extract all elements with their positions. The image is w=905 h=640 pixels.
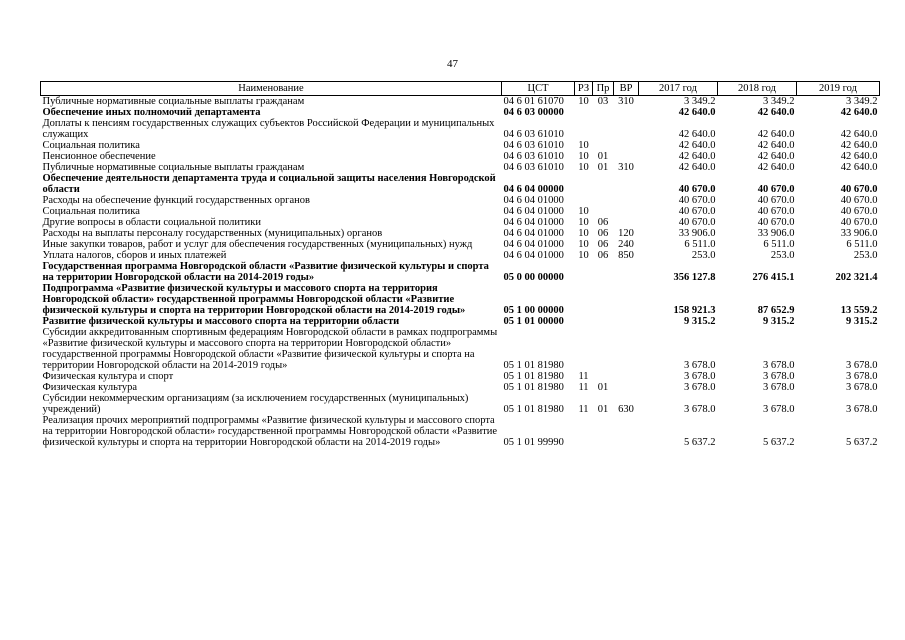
table-row — [41, 151, 880, 162]
cell-vr — [614, 173, 639, 195]
table-row — [41, 173, 880, 195]
cell-name: Социальная политика — [42, 206, 140, 217]
cell-rz: 10 — [578, 140, 589, 151]
cell-cst: 05 1 01 81980 — [503, 404, 564, 415]
cell-vr — [614, 195, 639, 206]
cell-2017: 9 315.2 — [684, 316, 716, 327]
table-row — [41, 327, 880, 371]
cell-2017: 3 678.0 — [684, 404, 716, 415]
cell-2019: 9 315.2 — [846, 316, 878, 327]
cell-2018: 40 670.0 — [757, 217, 795, 228]
cell-vr — [614, 327, 639, 371]
cell-rz — [575, 327, 593, 371]
cell-2017: 158 921.3 — [673, 305, 716, 316]
cell-name: Реализация прочих мероприятий подпрограммы «Развитие физической культуры и массового спорта на территории Новгородской области» государственной программы Новгородской области «Развитие физической культуры и спорта на территории Новгородской области на 2014-2019 годы» — [42, 415, 498, 448]
cell-rz — [575, 107, 593, 118]
cell-2018: 3 678.0 — [763, 360, 795, 371]
cell-cst: 04 6 03 61010 — [503, 140, 564, 151]
cell-2019: 42 640.0 — [840, 140, 878, 151]
table-row — [41, 228, 880, 239]
cell-pr — [593, 173, 614, 195]
cell-2019: 13 559.2 — [840, 305, 878, 316]
cell-2018: 33 906.0 — [757, 228, 795, 239]
cell-2018: 40 670.0 — [757, 206, 795, 217]
cell-pr: 01 — [597, 162, 609, 173]
cell-name: Субсидии аккредитованным спортивным федерациям Новгородской области в рамках подпрограммы «Развитие физической культуры и массового спорта на территории Новгородской области» государственной программы Новгородской области «Развитие физической культуры и спорта на территории Новгородской области на 2014-2019 годы» — [42, 327, 498, 371]
cell-name: Уплата налогов, сборов и иных платежей — [42, 250, 227, 261]
cell-vr — [614, 382, 639, 393]
cell-rz — [575, 261, 593, 283]
cell-rz: 11 — [578, 371, 589, 382]
header-pr: Пр — [593, 82, 614, 96]
cell-2018: 40 670.0 — [757, 195, 795, 206]
cell-2017: 42 640.0 — [678, 129, 716, 140]
cell-rz: 10 — [578, 96, 589, 107]
cell-name: Расходы на обеспечение функций государственных органов — [42, 195, 310, 206]
cell-pr — [593, 140, 614, 151]
cell-rz: 11 — [578, 404, 589, 415]
cell-name: Публичные нормативные социальные выплаты гражданам — [42, 162, 305, 173]
cell-vr — [614, 261, 639, 283]
cell-name: Субсидии некоммерческим организациям (за исключением государственных (муниципальных) учреждений) — [42, 393, 469, 415]
table-row — [41, 195, 880, 206]
cell-name: Пенсионное обеспечение — [42, 151, 156, 162]
cell-pr: 06 — [597, 217, 609, 228]
cell-2018: 3 678.0 — [763, 404, 795, 415]
cell-cst: 04 6 01 61070 — [503, 96, 564, 107]
cell-2019: 42 640.0 — [840, 129, 878, 140]
cell-2019: 42 640.0 — [840, 151, 878, 162]
cell-2019: 42 640.0 — [840, 162, 878, 173]
cell-vr: 630 — [618, 404, 634, 415]
cell-pr — [593, 261, 614, 283]
table-row — [41, 118, 880, 140]
cell-2018: 42 640.0 — [757, 151, 795, 162]
cell-name: Физическая культура — [42, 382, 138, 393]
cell-2018: 253.0 — [770, 250, 795, 261]
cell-cst: 05 1 01 99990 — [503, 437, 564, 448]
cell-2018: 276 415.1 — [752, 272, 795, 283]
header-vr: ВР — [614, 82, 639, 96]
table-row — [41, 382, 880, 393]
table-row — [41, 107, 880, 118]
cell-2017: 40 670.0 — [678, 206, 716, 217]
cell-name: Расходы на выплаты персоналу государственных (муниципальных) органов — [42, 228, 383, 239]
cell-vr — [614, 217, 639, 228]
cell-2017: 42 640.0 — [678, 151, 716, 162]
table-row — [41, 217, 880, 228]
cell-rz: 10 — [578, 239, 589, 250]
cell-2017: 40 670.0 — [678, 184, 716, 195]
cell-pr — [593, 206, 614, 217]
cell-rz — [575, 316, 593, 327]
cell-rz: 10 — [578, 228, 589, 239]
cell-pr — [593, 195, 614, 206]
cell-rz: 10 — [578, 217, 589, 228]
cell-2018: 42 640.0 — [757, 162, 795, 173]
cell-2019: 40 670.0 — [840, 184, 878, 195]
cell-2019: 33 906.0 — [840, 228, 878, 239]
cell-vr — [614, 283, 639, 316]
cell-2018: 42 640.0 — [757, 107, 795, 118]
cell-2017: 3 678.0 — [684, 371, 716, 382]
page-number: 47 — [447, 58, 458, 70]
cell-vr — [614, 415, 639, 448]
cell-2017: 42 640.0 — [678, 107, 716, 118]
cell-2017: 42 640.0 — [678, 162, 716, 173]
cell-cst: 05 1 01 00000 — [503, 316, 564, 327]
header-rz: РЗ — [575, 82, 593, 96]
header-2018: 2018 год — [718, 82, 797, 96]
cell-2017: 356 127.8 — [673, 272, 716, 283]
cell-pr — [593, 118, 614, 140]
cell-name: Подпрограмма «Развитие физической культуры и массового спорта на территория Новгородской области» государственной программы Новгородской области «Развитие физической культуры и спорта на территории Новгородской области на 2014-2019 годы» — [42, 283, 466, 316]
cell-name: Развитие физической культуры и массового спорта на территории области — [42, 316, 400, 327]
cell-vr — [614, 140, 639, 151]
cell-2019: 3 349.2 — [846, 96, 878, 107]
cell-name: Социальная политика — [42, 140, 140, 151]
table-row — [41, 140, 880, 151]
cell-name: Обеспечение иных полномочий департамента — [42, 107, 261, 118]
cell-2017: 42 640.0 — [678, 140, 716, 151]
cell-rz — [575, 283, 593, 316]
cell-cst: 04 6 04 01000 — [503, 239, 564, 250]
cell-rz — [575, 118, 593, 140]
table-row — [41, 239, 880, 250]
cell-pr: 06 — [597, 250, 609, 261]
table-row — [41, 250, 880, 261]
cell-2017: 253.0 — [691, 250, 716, 261]
cell-cst: 04 6 03 61010 — [503, 151, 564, 162]
cell-2018: 3 678.0 — [763, 371, 795, 382]
cell-vr — [614, 206, 639, 217]
cell-vr: 850 — [618, 250, 634, 261]
cell-2017: 33 906.0 — [678, 228, 716, 239]
cell-vr — [614, 316, 639, 327]
cell-name: Иные закупки товаров, работ и услуг для обеспечения государственных (муниципальных) нужд — [42, 239, 473, 250]
table-row — [41, 415, 880, 448]
cell-cst: 05 1 01 81980 — [503, 360, 564, 371]
cell-vr — [614, 118, 639, 140]
cell-2019: 3 678.0 — [846, 371, 878, 382]
cell-2018: 9 315.2 — [763, 316, 795, 327]
table-body — [41, 96, 880, 449]
cell-name: Физическая культура и спорт — [42, 371, 174, 382]
cell-2018: 3 349.2 — [763, 96, 795, 107]
cell-2018: 3 678.0 — [763, 382, 795, 393]
cell-cst: 04 6 03 00000 — [503, 107, 564, 118]
cell-vr: 310 — [618, 162, 634, 173]
cell-2018: 42 640.0 — [757, 129, 795, 140]
cell-name: Доплаты к пенсиям государственных служащих субъектов Российской Федерации и муниципальных служащих — [42, 118, 495, 140]
table-row — [41, 206, 880, 217]
cell-cst: 04 6 04 00000 — [503, 184, 564, 195]
cell-name: Государственная программа Новгородской области «Развитие физической культуры и спорта на территории Новгородской области на 2014-2019 годы» — [42, 261, 489, 283]
cell-2017: 3 678.0 — [684, 360, 716, 371]
cell-rz: 11 — [578, 382, 589, 393]
table-row — [41, 393, 880, 415]
cell-2017: 40 670.0 — [678, 195, 716, 206]
cell-pr: 03 — [597, 96, 609, 107]
cell-rz — [575, 195, 593, 206]
cell-2019: 40 670.0 — [840, 195, 878, 206]
cell-pr: 01 — [597, 404, 609, 415]
header-cst: ЦСТ — [502, 82, 575, 96]
cell-2019: 40 670.0 — [840, 217, 878, 228]
header-2019: 2019 год — [797, 82, 880, 96]
cell-rz: 10 — [578, 206, 589, 217]
cell-pr: 06 — [597, 228, 609, 239]
table-row — [41, 261, 880, 283]
cell-vr: 310 — [618, 96, 634, 107]
cell-name: Обеспечение деятельности департамента труда и социальной защиты населения Новгородской области — [42, 173, 496, 195]
cell-2018: 6 511.0 — [763, 239, 795, 250]
cell-pr: 01 — [597, 151, 609, 162]
cell-cst: 05 1 01 81980 — [503, 371, 564, 382]
cell-rz — [575, 173, 593, 195]
cell-cst: 04 6 04 01000 — [503, 206, 564, 217]
cell-2017: 40 670.0 — [678, 217, 716, 228]
cell-pr — [593, 316, 614, 327]
cell-2018: 5 637.2 — [763, 437, 795, 448]
cell-vr — [614, 371, 639, 382]
cell-2019: 6 511.0 — [846, 239, 878, 250]
cell-name: Другие вопросы в области социальной политики — [42, 217, 261, 228]
cell-vr: 240 — [618, 239, 634, 250]
cell-cst: 04 6 03 61010 — [503, 129, 564, 140]
cell-2019: 5 637.2 — [846, 437, 878, 448]
cell-vr — [614, 151, 639, 162]
header-2017: 2017 год — [639, 82, 718, 96]
table-row — [41, 371, 880, 382]
cell-2018: 42 640.0 — [757, 140, 795, 151]
cell-2018: 87 652.9 — [757, 305, 795, 316]
cell-cst: 04 6 04 01000 — [503, 250, 564, 261]
cell-pr: 06 — [597, 239, 609, 250]
cell-cst: 04 6 04 01000 — [503, 217, 564, 228]
table-row — [41, 283, 880, 316]
table-row — [41, 162, 880, 173]
table-row — [41, 96, 880, 108]
cell-cst: 04 6 04 01000 — [503, 228, 564, 239]
cell-name: Публичные нормативные социальные выплаты гражданам — [42, 96, 305, 107]
cell-2019: 3 678.0 — [846, 404, 878, 415]
cell-vr — [614, 107, 639, 118]
header-name: Наименование — [41, 82, 502, 96]
cell-2017: 3 678.0 — [684, 382, 716, 393]
cell-2019: 202 321.4 — [835, 272, 878, 283]
cell-pr — [593, 327, 614, 371]
table-header-row — [41, 82, 880, 96]
cell-pr: 01 — [597, 382, 609, 393]
budget-table — [40, 81, 880, 448]
cell-pr — [593, 107, 614, 118]
cell-2019: 3 678.0 — [846, 382, 878, 393]
cell-cst: 05 1 01 81980 — [503, 382, 564, 393]
cell-cst: 04 6 03 61010 — [503, 162, 564, 173]
cell-vr: 120 — [618, 228, 634, 239]
cell-cst: 05 0 00 00000 — [503, 272, 564, 283]
cell-rz: 10 — [578, 162, 589, 173]
cell-rz: 10 — [578, 250, 589, 261]
cell-2017: 6 511.0 — [684, 239, 716, 250]
cell-2017: 3 349.2 — [684, 96, 716, 107]
cell-pr — [593, 283, 614, 316]
cell-2019: 3 678.0 — [846, 360, 878, 371]
cell-2017: 5 637.2 — [684, 437, 716, 448]
cell-rz: 10 — [578, 151, 589, 162]
cell-rz — [575, 415, 593, 448]
cell-2018: 40 670.0 — [757, 184, 795, 195]
cell-pr — [593, 415, 614, 448]
table-row — [41, 316, 880, 327]
cell-2019: 253.0 — [853, 250, 878, 261]
cell-cst: 05 1 00 00000 — [503, 305, 564, 316]
cell-2019: 42 640.0 — [840, 107, 878, 118]
cell-pr — [593, 371, 614, 382]
cell-2019: 40 670.0 — [840, 206, 878, 217]
cell-cst: 04 6 04 01000 — [503, 195, 564, 206]
